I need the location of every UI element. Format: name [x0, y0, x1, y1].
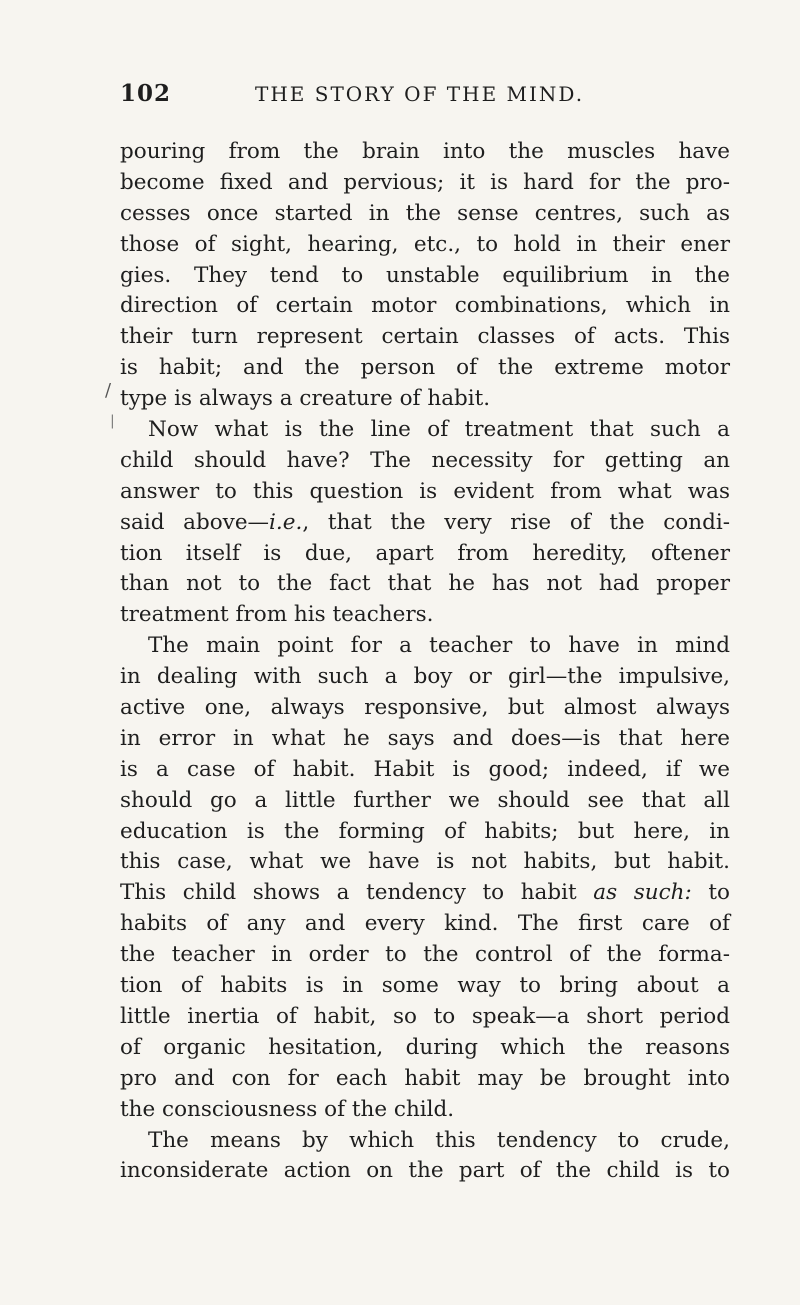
text-line — [120, 878, 730, 909]
text-line — [120, 508, 730, 539]
text-line: direction of certain motor combinations, which in — [120, 293, 730, 319]
text-line: in error in what he says and does—is that here — [120, 725, 730, 751]
text-line: inconsiderate action on the part of the child is to — [120, 1158, 730, 1184]
text-line: tion itself is due, apart from heredity, oftener — [120, 540, 730, 566]
text-line: the consciousness of the child. — [120, 1096, 455, 1122]
page-number: 102 — [120, 80, 172, 107]
text-line: answer to this question is evident from what was — [120, 478, 730, 504]
text-segment: This child shows a tendency to habit — [120, 880, 594, 906]
text-line: child should have? The necessity for getting an — [120, 447, 730, 473]
text-line: the teacher in order to the control of the forma- — [120, 942, 730, 968]
text-line: tion of habits is in some way to bring about a — [120, 973, 730, 999]
margin-pencil-mark-2: | — [110, 413, 115, 429]
text-line: cesses once started in the sense centres, such as — [120, 200, 730, 226]
text-line: pouring from the brain into the muscles have — [120, 139, 730, 164]
paragraph-first-line: The main point for a teacher to have in mind — [148, 633, 730, 659]
italic-abbreviation: i.e. — [269, 509, 303, 535]
text-line: education is the forming of habits; but here, in — [120, 818, 730, 844]
text-line: than not to the fact that he has not had proper — [120, 571, 730, 597]
text-line: those of sight, hearing, etc., to hold in their ener — [120, 231, 730, 257]
body-text — [120, 137, 730, 1187]
text-segment: , that the very rise of the condi- — [302, 509, 730, 535]
text-line: treatment from his teachers. — [120, 602, 434, 628]
text-line: of organic hesitation, during which the reasons — [120, 1034, 730, 1060]
text-line: their turn represent certain classes of acts. This — [120, 324, 730, 350]
text-line: in dealing with such a boy or girl—the impulsive, — [120, 664, 730, 690]
text-segment: to — [691, 880, 730, 906]
italic-phrase: as such: — [593, 880, 692, 906]
text-line: type is always a creature of habit. — [120, 386, 491, 412]
text-line: gies. They tend to unstable equilibrium in the — [120, 262, 730, 288]
text-line: should go a little further we should see that all — [120, 787, 730, 813]
running-title: THE STORY OF THE MIND. — [255, 82, 585, 106]
text-segment: said above— — [120, 509, 270, 535]
paragraph-first-line: The means by which this tendency to crude, — [148, 1127, 730, 1153]
running-head — [120, 80, 730, 110]
text-line: habits of any and every kind. The first care of — [120, 911, 730, 937]
text-line: pro and con for each habit may be brought into — [120, 1065, 730, 1091]
text-line: active one, always responsive, but almost always — [120, 695, 730, 721]
text-line: is a case of habit. Habit is good; indeed, if we — [120, 756, 730, 782]
text-line: this case, what we have is not habits, but habit. — [120, 849, 730, 875]
paragraph-first-line: Now what is the line of treatment that such a — [148, 417, 730, 443]
text-line: become fixed and pervious; it is hard for the pro- — [120, 169, 730, 195]
margin-pencil-mark: / — [105, 380, 112, 401]
text-line: is habit; and the person of the extreme motor — [120, 355, 730, 381]
text-line: little inertia of habit, so to speak—a short period — [120, 1003, 730, 1029]
